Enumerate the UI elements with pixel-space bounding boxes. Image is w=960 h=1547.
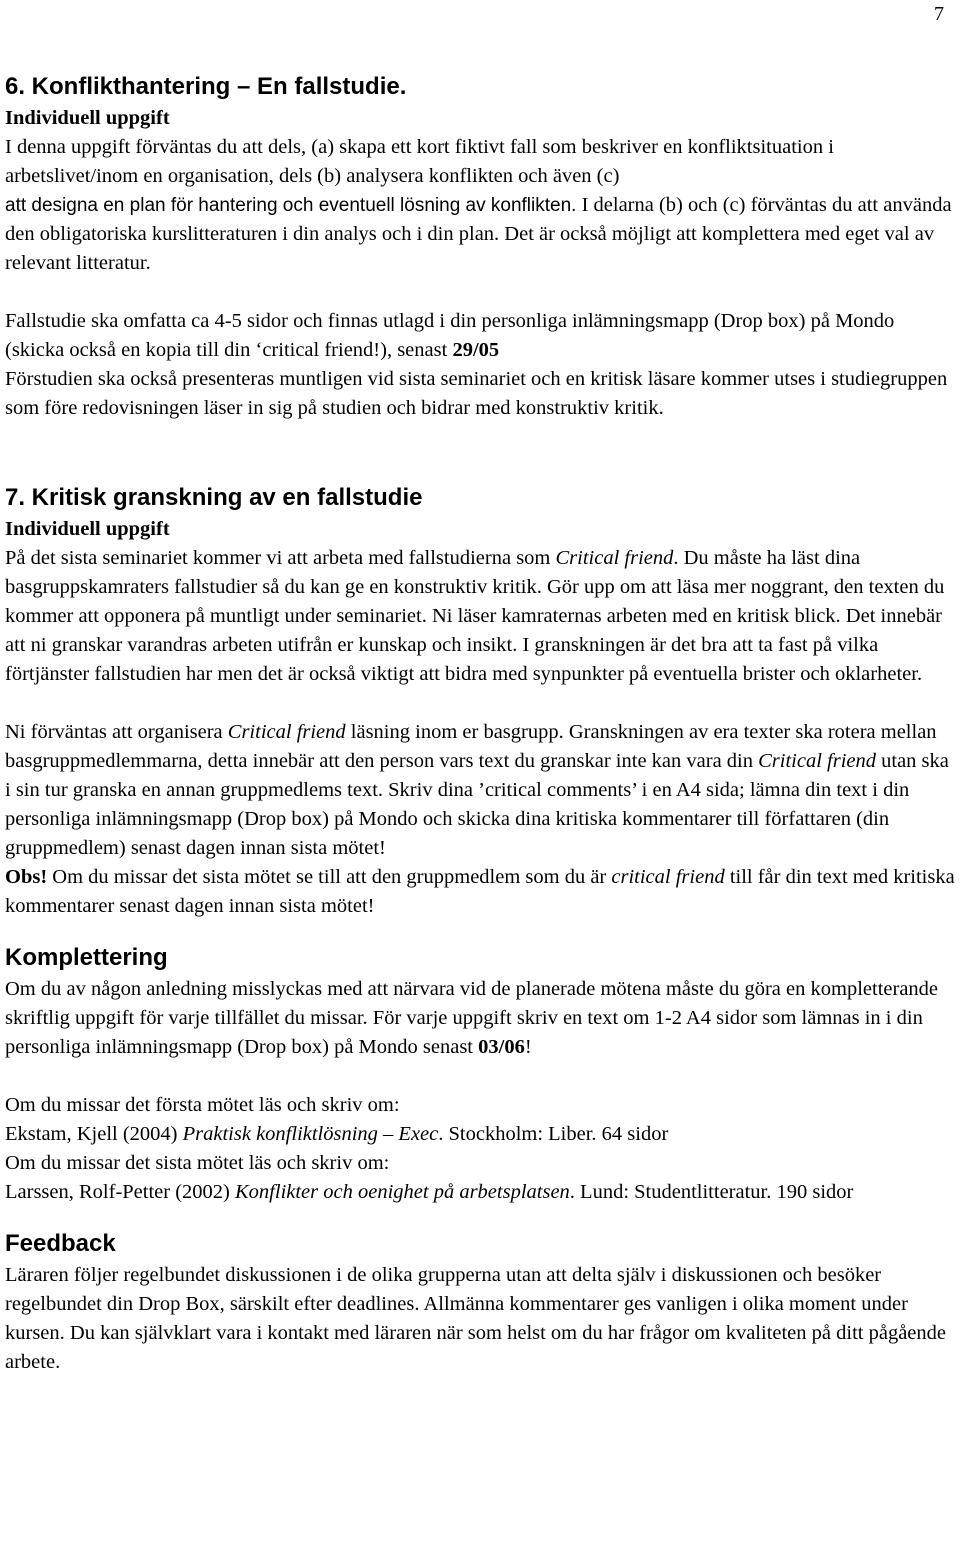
section-7-paragraph-1 [5, 544, 957, 689]
ref2-publisher: . Lund: Studentlitteratur. 190 sidor [569, 1181, 854, 1203]
section-7 [5, 481, 957, 921]
ref2-author: Larssen, Rolf-Petter (2002) [5, 1181, 235, 1203]
s6-deadline: 29/05 [452, 339, 500, 361]
reference-1 [5, 1120, 957, 1149]
ref1-author: Ekstam, Kjell (2004) [5, 1123, 183, 1145]
section-6-heading: 6. Konflikthantering – En fallstudie. [5, 73, 407, 100]
document-body [5, 70, 957, 1377]
s6-p2-text: Fallstudie ska omfatta ca 4-5 sidor och finnas utlagd i din personliga inlämningsmapp (Drop box) på Mondo (skicka också en kopia till din ‘critical friend!), senast [5, 310, 895, 361]
s7-p1-b: . Du måste ha läst dina basgruppskamraters fallstudier så du kan ge en konstruktiv kritik. Gör upp om att läsa mer noggrant, den texten du kommer att opponera på muntligt under seminariet. Ni läser kamraternas arbeten med en kritisk blick. Det innebär att ni granskar varandras arbeten utifrån er kunskap och insikt. I granskningen är det bra att ta fast på vilka förtjänster fallstudien har men det är också viktigt att bidra med synpunkter på eventuella brister och oklarheter. [5, 547, 945, 685]
s7-p2-a: Ni förväntas att organisera [5, 721, 228, 743]
feedback-heading: Feedback [5, 1230, 116, 1257]
reference-2 [5, 1178, 957, 1207]
s7-obs-a: Om du missar det sista mötet se till att den gruppmedlem som du är [47, 866, 612, 888]
ref1-title: Praktisk konfliktlösning – Exec [182, 1123, 439, 1145]
page-number: 7 [934, 3, 944, 25]
critical-friend-term: Critical friend [227, 721, 346, 743]
s6-p1-sans: att designa en plan för hantering och eventuell lösning av konflikten. [5, 195, 577, 216]
first-meeting-missed: Om du missar det första mötet läs och skriv om: [5, 1094, 400, 1116]
critical-friend-term-lower: critical friend [611, 866, 725, 888]
critical-friend-term: Critical friend [758, 750, 876, 772]
ref1-publisher: . Stockholm: Liber. 64 sidor [438, 1123, 669, 1145]
obs-label: Obs! [5, 866, 48, 888]
s7-p1-a: På det sista seminariet kommer vi att arbeta med fallstudierna som [5, 547, 556, 569]
komplettering-paragraph [5, 975, 957, 1062]
section-komplettering [5, 941, 957, 1207]
section-7-subheading: Individuell uppgift [5, 518, 170, 540]
s6-p1-rest: I delarna (b) och (c) förväntas du att använda den obligatoriska kurslitteraturen i din analys och i din plan. Det är också möjligt att komplettera med eget val av relevant litteratur. [5, 194, 952, 274]
komplettering-heading: Komplettering [5, 944, 168, 971]
s7-obs-b: till får din text med kritiska kommentarer senast dagen innan sista mötet! [5, 866, 955, 917]
section-6-paragraph-2 [5, 307, 957, 365]
section-7-paragraph-2 [5, 718, 957, 921]
section-6 [5, 70, 957, 423]
section-6-paragraph-1 [5, 133, 957, 278]
s6-p1-serif: I denna uppgift förväntas du att dels, (a) skapa ett kort fiktivt fall som beskriver en konfliktsituation i arbetslivet/inom en organisation, dels (b) analysera konflikten och även (c) [5, 136, 834, 187]
last-meeting-missed: Om du missar det sista mötet läs och skriv om: [5, 1152, 390, 1174]
section-6-paragraph-3: Förstudien ska också presenteras muntligen vid sista seminariet och en kritisk läsare kommer utses i studiegruppen som före redovisningen läser in sig på studien och bidrar med konstruktiv kritik. [5, 368, 948, 419]
section-6-subheading: Individuell uppgift [5, 107, 170, 129]
komplettering-text: Om du av någon anledning misslyckas med att närvara vid de planerade mötena måste du göra en kompletterande skriftlig uppgift för varje tillfället du missar. För varje uppgift skriv en text om 1-2 A4 sidor som lämnas in i din personliga inlämningsmapp (Drop box) på Mondo senast [5, 978, 939, 1058]
ref2-title: Konflikter och oenighet på arbetsplatsen [235, 1181, 570, 1203]
section-7-heading: 7. Kritisk granskning av en fallstudie [5, 484, 423, 511]
section-feedback [5, 1227, 957, 1377]
komplettering-end: ! [524, 1036, 532, 1058]
komplettering-deadline: 03/06 [478, 1036, 525, 1058]
s7-p2-c: utan ska i sin tur granska en annan gruppmedlems text. Skriv dina ’critical comments’ i en A4 sida; lämna din text i din personliga inlämningsmapp (Drop box) på Mondo och skicka dina kritiska kommentarer till författaren (din gruppmedlem) senast dagen innan sista mötet! [5, 750, 949, 859]
s7-p2-b: läsning inom er basgrupp. Granskningen av era texter ska rotera mellan basgruppmedlemmarna, detta innebär att den person vars text du granskar inte kan vara din [5, 721, 937, 772]
feedback-paragraph: Läraren följer regelbundet diskussionen i de olika grupperna utan att delta själv i diskussionen och besöker regelbundet din Drop Box, särskilt efter deadlines. Allmänna kommentarer ges vanligen i olika moment under kursen. Du kan självklart vara i kontakt med läraren när som helst om du har frågor om kvaliteten på ditt pågående arbete. [5, 1264, 946, 1373]
critical-friend-term: Critical friend [555, 547, 674, 569]
